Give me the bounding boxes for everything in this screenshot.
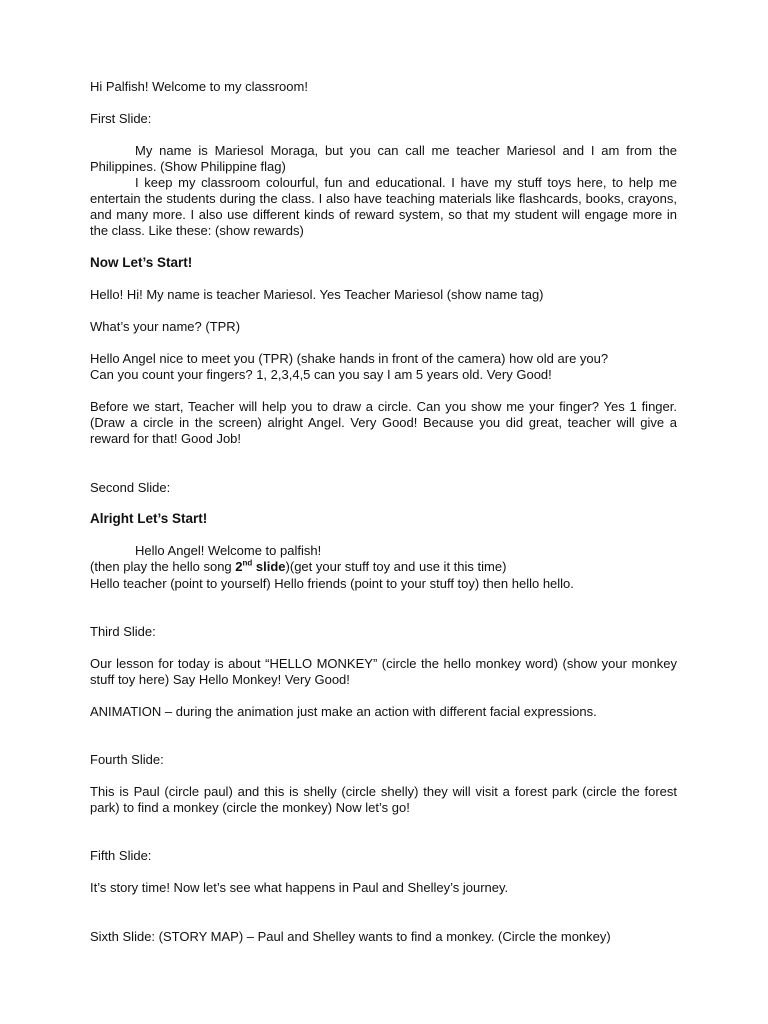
song-line — [90, 559, 677, 575]
song-line-suffix: )(get your stuff toy and use it this time) — [285, 559, 507, 574]
alright-lets-start-heading: Alright Let’s Start! — [90, 511, 208, 526]
greeting-line: Hi Palfish! Welcome to my classroom! — [90, 79, 308, 94]
animation-line: ANIMATION – during the animation just make an action with different facial expressions. — [90, 704, 597, 719]
intro-paragraph: My name is Mariesol Moraga, but you can call me teacher Mariesol and I am from the Philippines. (Show Philippine flag) — [90, 143, 677, 174]
welcome-line: Hello Angel! Welcome to palfish! — [135, 543, 322, 558]
hello-line: Hello! Hi! My name is teacher Mariesol. Yes Teacher Mariesol (show name tag) — [90, 287, 544, 302]
now-lets-start-heading: Now Let’s Start! — [90, 255, 193, 270]
first-slide-label: First Slide: — [90, 111, 152, 126]
fifth-slide-label: Fifth Slide: — [90, 848, 152, 863]
meet-line-1: Hello Angel nice to meet you (TPR) (shake hands in front of the camera) how old are you? — [90, 351, 609, 366]
song-line-prefix: (then play the hello song — [90, 559, 236, 574]
meet-line-2: Can you count your fingers? 1, 2,3,4,5 can you say I am 5 years old. Very Good! — [90, 367, 552, 382]
second-slide-label: Second Slide: — [90, 480, 171, 495]
hello-teacher-line: Hello teacher (point to yourself) Hello friends (point to your stuff toy) then hello hello. — [90, 576, 574, 591]
name-question: What’s your name? (TPR) — [90, 319, 241, 334]
fourth-slide-label: Fourth Slide: — [90, 752, 164, 767]
third-slide-label: Third Slide: — [90, 624, 156, 639]
classroom-paragraph: I keep my classroom colourful, fun and educational. I have my stuff toys here, to help me entertain the students during the class. I also have teaching materials like flashcards, books, crayons, and many more. I also use different kinds of reward system, so that my student will engage more in the class. Like these: (show rewards) — [90, 175, 677, 238]
circle-paragraph: Before we start, Teacher will help you to draw a circle. Can you show me your finger? Yes 1 finger. (Draw a circle in the screen) alright Angel. Very Good! Because you did great, teacher will give a reward for that! Good Job! — [90, 399, 677, 446]
fifth-slide-paragraph: It’s story time! Now let’s see what happens in Paul and Shelley’s journey. — [90, 880, 509, 895]
lesson-paragraph: Our lesson for today is about “HELLO MONKEY” (circle the hello monkey word) (show your monkey stuff toy here) Say Hello Monkey! Very Good! — [90, 656, 677, 687]
song-line-ordinal: nd — [242, 558, 253, 568]
song-line-slide-number: 2 — [235, 559, 243, 574]
song-line-slide-word: slide — [252, 559, 286, 574]
fourth-slide-paragraph: This is Paul (circle paul) and this is shelly (circle shelly) they will visit a forest park (circle the forest park) to find a monkey (circle the monkey) Now let’s go! — [90, 784, 677, 815]
sixth-slide-line: Sixth Slide: (STORY MAP) – Paul and Shelley wants to find a monkey. (Circle the monkey) — [90, 929, 611, 944]
